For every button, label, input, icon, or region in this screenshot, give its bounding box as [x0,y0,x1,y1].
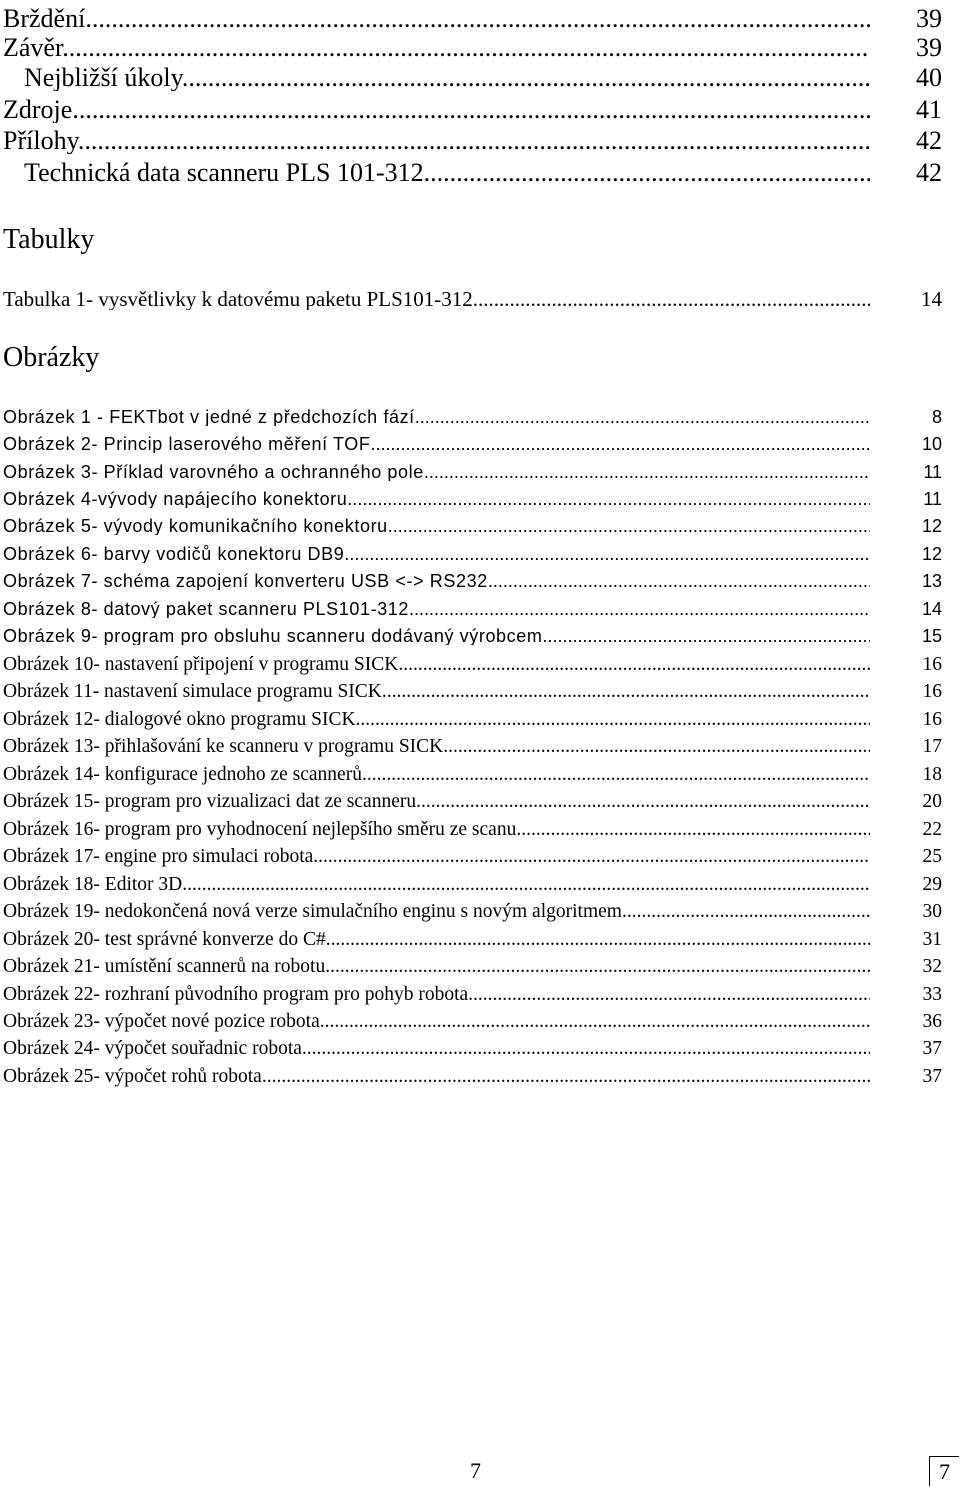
toc-entry[interactable] [3,6,870,32]
figure-entry[interactable] [3,875,870,895]
figure-entry-page: 12 [921,516,942,536]
figure-entry-label: Obrázek 19- nedokončená nová verze simulačního enginu s novým algoritmem [3,902,622,922]
toc-entry-page: 39 [916,4,942,33]
figure-entry-page: 10 [921,434,942,454]
figure-entry-label: Obrázek 24- výpočet souřadnic robota [3,1039,302,1059]
leader-dots [388,517,870,535]
figure-entry-page: 25 [922,846,942,867]
leader-dots [424,160,870,186]
figure-entry-page: 29 [922,874,942,895]
figure-entry[interactable] [3,408,870,426]
figure-entry[interactable] [3,792,870,812]
leader-dots [542,627,870,645]
table-entry-page: 14 [921,287,942,311]
leader-dots [262,1067,870,1087]
leader-dots [72,97,870,123]
page-number-corner: 7 [929,1456,959,1486]
figure-entry-page: 30 [922,901,942,922]
toc-entry-label: Technická data scanneru PLS 101-312 [24,160,424,186]
leader-dots [409,600,870,618]
figure-entry-label: Obrázek 16- program pro vyhodnocení nejlepšího směru ze scanu [3,820,517,840]
leader-dots [320,1012,870,1032]
leader-dots [325,957,870,977]
leader-dots [473,289,870,310]
figure-entry-page: 16 [922,681,942,702]
figures-heading: Obrázky [3,342,100,373]
toc-entry-page: 39 [916,33,942,62]
figure-entry-label: Obrázek 17- engine pro simulaci robota [3,847,314,867]
leader-dots [382,682,870,702]
figure-entry[interactable] [3,1012,870,1032]
figure-entry-label: Obrázek 4-vývody napájecího konektoru [3,490,348,508]
figure-entry[interactable] [3,902,870,922]
figure-entry[interactable] [3,517,870,535]
figure-entry-page: 11 [923,462,942,482]
tables-heading: Tabulky [3,224,95,255]
figure-entry-page: 31 [922,929,942,950]
figure-entry[interactable] [3,572,870,590]
figure-entry-page: 15 [921,626,942,646]
leader-dots [302,1039,870,1059]
leader-dots [182,65,870,91]
leader-dots [398,655,870,675]
page-number: 7 [470,1458,481,1483]
figure-entry[interactable] [3,490,870,508]
figure-entry-page: 37 [922,1038,942,1059]
toc-entry-page: 42 [916,158,942,187]
figure-entry[interactable] [3,820,870,840]
figure-entry[interactable] [3,985,870,1005]
leader-dots [85,6,870,32]
leader-dots [356,710,870,730]
figure-entry[interactable] [3,1039,870,1059]
figure-entry-page: 16 [922,709,942,730]
figure-entry-label: Obrázek 22- rozhraní původního program pro pohyb robota [3,985,469,1005]
figure-entry-page: 32 [922,956,942,977]
figure-entry[interactable] [3,600,870,618]
figure-entry-label: Obrázek 1 - FEKTbot v jedné z předchozích fází [3,408,415,426]
figure-entry[interactable] [3,627,870,645]
leader-dots [622,902,870,922]
leader-dots [416,792,870,812]
figure-entry[interactable] [3,710,870,730]
figure-entry-label: Obrázek 2- Princip laserového měření TOF [3,435,371,453]
figure-entry-label: Obrázek 13- přihlašování ke scanneru v programu SICK [3,737,444,757]
table-entry[interactable] [3,289,870,310]
figure-entry[interactable] [3,682,870,702]
figure-entry[interactable] [3,435,870,453]
figure-entry-label: Obrázek 8- datový paket scanneru PLS101-312 [3,600,410,618]
figure-entry-page: 16 [922,654,942,675]
table-entry-label: Tabulka 1- vysvětlivky k datovému paketu PLS101-312 [3,289,473,310]
toc-entry-page: 40 [916,63,942,92]
leader-dots [415,408,870,426]
figure-entry-label: Obrázek 9- program pro obsluhu scanneru dodávaný výrobcem [3,627,543,645]
figure-entry-page: 20 [922,791,942,812]
figure-entry-label: Obrázek 23- výpočet nové pozice robota [3,1012,320,1032]
figure-entry[interactable] [3,957,870,977]
toc-entry[interactable] [3,35,870,61]
leader-dots [468,985,870,1005]
leader-dots [370,435,870,453]
figure-entry-label: Obrázek 6- barvy vodičů konektoru DB9 [3,545,345,563]
figure-entry-label: Obrázek 20- test správné konverze do C# [3,930,326,950]
figure-entry-page: 14 [921,599,942,619]
figure-entry-label: Obrázek 18- Editor 3D [3,875,183,895]
leader-dots [488,572,870,590]
figure-entry-page: 13 [921,571,942,591]
figure-entry[interactable] [3,737,870,757]
figure-entry-page: 17 [922,736,942,757]
figure-entry-page: 12 [921,544,942,564]
figure-entry-label: Obrázek 10- nastavení připojení v programu SICK [3,655,399,675]
figure-entry-label: Obrázek 7- schéma zapojení konverteru USB <-> RS232 [3,572,488,590]
toc-entry-page: 41 [916,95,942,124]
toc-entry-label: Přílohy [3,128,78,154]
figure-entry-label: Obrázek 21- umístění scannerů na robotu [3,957,326,977]
figure-entry-label: Obrázek 14- konfigurace jednoho ze scannerů [3,765,362,785]
toc-entry-label: Brždění [3,6,86,32]
figure-entry-label: Obrázek 15- program pro vizualizaci dat ze scanneru [3,792,417,812]
figure-entry-page: 18 [922,764,942,785]
toc-entry[interactable] [3,128,870,154]
figure-entry[interactable] [3,847,870,867]
figure-entry[interactable] [3,463,870,481]
figure-entry[interactable] [3,1067,870,1087]
figure-entry-label: Obrázek 5- vývody komunikačního konektoru [3,517,388,535]
leader-dots [344,545,870,563]
figure-entry[interactable] [3,655,870,675]
figure-entry-page: 8 [931,407,942,427]
figure-entry-label: Obrázek 12- dialogové okno programu SICK [3,710,356,730]
leader-dots [62,35,870,61]
toc-entry-label: Nejbližší úkoly [24,65,182,91]
toc-entry[interactable] [3,97,870,123]
leader-dots [443,737,870,757]
toc-entry-label: Závěr [3,35,63,61]
figure-entry-label: Obrázek 3- Příklad varovného a ochranného pole [3,463,424,481]
leader-dots [347,490,870,508]
leader-dots [516,820,870,840]
figure-entry-page: 36 [922,1011,942,1032]
leader-dots [313,847,870,867]
figure-entry-page: 22 [922,819,942,840]
leader-dots [424,463,870,481]
toc-entry[interactable] [24,160,870,186]
figure-entry-page: 33 [922,984,942,1005]
leader-dots [326,930,870,950]
leader-dots [78,128,870,154]
figure-entry-page: 37 [922,1066,942,1087]
toc-entry-page: 42 [916,126,942,155]
figure-entry-label: Obrázek 11- nastavení simulace programu SICK [3,682,382,702]
figure-entry-page: 11 [923,489,942,509]
toc-entry[interactable] [24,65,870,91]
leader-dots [182,875,870,895]
figure-entry[interactable] [3,545,870,563]
toc-entry-label: Zdroje [3,97,73,123]
figure-entry[interactable] [3,765,870,785]
figure-entry-label: Obrázek 25- výpočet rohů robota [3,1067,262,1087]
figure-entry[interactable] [3,930,870,950]
leader-dots [362,765,870,785]
